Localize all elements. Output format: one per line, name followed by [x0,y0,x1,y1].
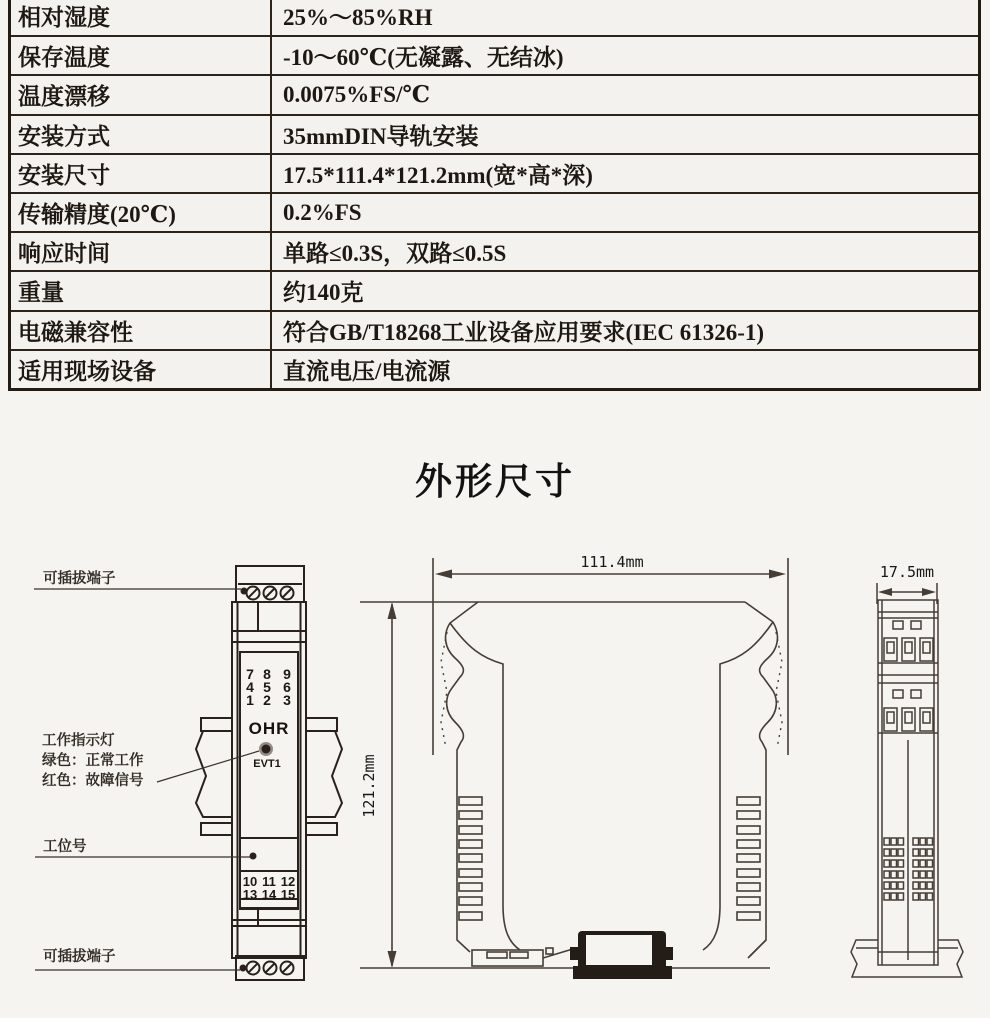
table-row [11,349,978,388]
spec-value: 0.0075%FS/℃ [283,82,431,108]
spec-value: 25%～85%RH [283,5,433,31]
terminal-number: 14 [261,887,277,902]
table-row [11,270,978,309]
outline-dimension-drawing [0,520,990,1018]
spec-table [8,0,981,391]
terminal-number: 6 [283,679,291,695]
table-row [11,231,978,270]
spec-label: 传输精度(20℃) [11,194,272,231]
callout-bottom-terminal: 可插拔端子 [43,949,116,965]
terminal-number: 9 [283,666,291,682]
spec-label: 适用现场设备 [11,351,272,388]
terminal-number: 7 [246,666,254,682]
terminal-number: 5 [263,679,271,695]
table-row [11,153,978,192]
section-title: 外形尺寸 [415,461,575,502]
spec-label: 响应时间 [11,233,272,270]
terminal-number: 4 [246,679,254,695]
spec-value: 单路≤0.3S，双路≤0.5S [283,241,507,267]
side-view-drawing [360,558,788,968]
terminal-number: 12 [280,874,296,889]
table-row [11,35,978,74]
table-row [11,0,978,35]
spec-label: 重量 [11,272,272,309]
terminal-number: 13 [242,887,258,902]
spec-label: 保存温度 [11,37,272,74]
spec-value: 直流电压/电流源 [283,358,451,384]
callout-top-terminal: 可插拔端子 [43,571,116,587]
spec-label: 安装尺寸 [11,155,272,192]
table-row [11,310,978,349]
spec-value: 17.5*111.4*121.2mm(宽*高*深) [283,162,593,188]
front-view-drawing [196,566,342,980]
spec-value: 0.2%FS [283,199,362,225]
dimension-height: 121.2mm [360,754,378,818]
station-number-plate [240,838,298,871]
spec-label: 温度漂移 [11,76,272,113]
terminal-number: 11 [262,874,276,889]
callouts [34,569,259,970]
terminal-number: 10 [242,874,258,889]
spec-label: 安装方式 [11,116,272,153]
brand-logo: OHR [248,719,290,738]
front-view-texts [243,666,295,902]
spec-label: 相对湿度 [11,0,272,35]
spec-value: 35mmDIN导轨安装 [283,123,479,149]
callout-indicator-title: 工作指示灯 [42,733,115,749]
dimension-width: 111.4mm [580,553,644,571]
callout-station: 工位号 [43,839,87,855]
din-rail-clip [570,931,673,979]
terminal-number: 2 [263,692,271,708]
table-row [11,114,978,153]
indicator-tag: EVT1 [253,758,281,770]
spec-label: 电磁兼容性 [11,312,272,349]
terminal-number: 15 [280,887,296,902]
terminal-number: 8 [263,666,271,682]
spec-value: -10～60℃(无凝露、无结冰) [283,45,564,71]
spec-value: 约140克 [283,280,364,306]
end-view-drawing [851,583,963,977]
callout-indicator-red: 红色：故障信号 [42,773,144,789]
table-row [11,74,978,113]
terminal-number: 1 [246,692,254,708]
callout-indicator-green: 绿色：正常工作 [42,753,144,769]
terminal-number: 3 [283,692,291,708]
dimension-depth: 17.5mm [879,563,935,581]
spec-value: 符合GB/T18268工业设备应用要求(IEC 61326-1) [283,319,765,345]
table-row [11,192,978,231]
